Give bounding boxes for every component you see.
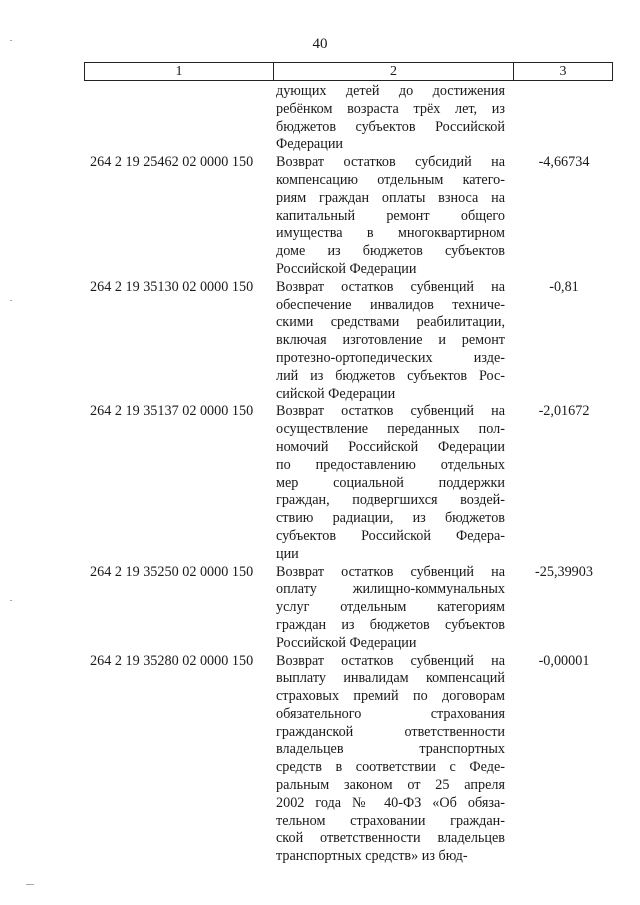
column-header-1: 1 (85, 63, 274, 80)
description-line: 2002 года № 40-ФЗ «Об обяза- (276, 794, 505, 811)
description-line: Российской Федерации (276, 634, 417, 651)
description-line: Возврат остатков субвенций на (276, 403, 505, 420)
description-line: ции (276, 545, 299, 562)
description-line: осуществление переданных пол- (276, 421, 505, 438)
description-line: включая изготовление и ремонт (276, 332, 505, 349)
table-row (84, 564, 613, 653)
row-description (276, 154, 505, 279)
description-line: услуг отдельным категориям (276, 599, 505, 616)
description-line: страховых премий по договорам (276, 688, 505, 705)
budget-code: 264 2 19 35137 02 0000 150 (90, 403, 254, 420)
row-description (276, 83, 505, 154)
description-line: выплату инвалидам компенсаций (276, 670, 505, 687)
description-line: дующих детей до достижения (276, 83, 505, 99)
description-line: бюджетов субъектов Российской (276, 118, 505, 135)
description-line: Возврат остатков субвенций на (276, 563, 505, 580)
description-line: гражданской ответственности (276, 723, 505, 740)
scan-speck (26, 884, 34, 885)
table-header (84, 62, 613, 81)
table-row (84, 403, 613, 563)
description-line: граждан, подвергшихся воздей- (276, 492, 505, 509)
column-header-3: 3 (559, 63, 567, 79)
description-line: протезно-ортопедических изде- (276, 349, 505, 366)
description-line: скими средствами реабилитации, (276, 314, 505, 331)
amount-value: -0,00001 (538, 652, 590, 669)
description-line: обеспечение инвалидов техниче- (276, 296, 505, 313)
table-row (84, 653, 613, 867)
row-description (276, 403, 505, 563)
description-line: владельцев транспортных (276, 741, 505, 758)
amount-value: -2,01672 (538, 403, 590, 420)
description-line: ральным законом от 25 апреля (276, 777, 505, 794)
description-line: Российской Федерации (276, 260, 417, 277)
scan-speck (10, 600, 12, 601)
description-line: ребёнком возраста трёх лет, из (276, 100, 505, 117)
budget-code (84, 83, 272, 154)
description-line: доме из бюджетов субъектов (276, 243, 505, 260)
description-line: субъектов Российской Федера- (276, 527, 505, 544)
description-line: имущества в многоквартирном (276, 225, 505, 242)
description-line: граждан из бюджетов субъектов (276, 616, 505, 633)
table-row (84, 83, 613, 154)
description-line: Возврат остатков субвенций на (276, 652, 505, 669)
description-line: компенсацию отдельным катего- (276, 171, 505, 188)
description-line: оплату жилищно-коммунальных (276, 581, 505, 598)
description-line: ствию радиации, из бюджетов (276, 510, 505, 527)
description-line: средств в соответствии с Феде- (276, 759, 505, 776)
table-body (84, 83, 613, 866)
budget-code: 264 2 19 35130 02 0000 150 (90, 278, 254, 295)
amount-value: -4,66734 (538, 154, 590, 171)
description-line: номочий Российской Федерации (276, 438, 505, 455)
description-line: тельном страховании граждан- (276, 812, 505, 829)
description-line: Возврат остатков субвенций на (276, 278, 505, 295)
description-line: сийской Федерации (276, 385, 396, 402)
column-header-2: 2 (274, 63, 514, 80)
description-line: мер социальной поддержки (276, 474, 505, 491)
table-row (84, 154, 613, 279)
description-line: ской ответственности владельцев (276, 830, 505, 847)
description-line: по предоставлению отдельных (276, 456, 505, 473)
description-line: лий из бюджетов субъектов Рос- (276, 367, 505, 384)
page-number: 40 (312, 36, 328, 52)
scan-speck (10, 40, 12, 41)
budget-code: 264 2 19 35250 02 0000 150 (90, 563, 254, 580)
description-line: Возврат остатков субсидий на (276, 154, 505, 171)
row-description (276, 564, 505, 653)
budget-code: 264 2 19 35280 02 0000 150 (90, 652, 254, 669)
row-description (276, 279, 505, 404)
row-description (276, 653, 505, 867)
description-line: капитальный ремонт общего (276, 207, 505, 224)
table-row (84, 279, 613, 404)
budget-code: 264 2 19 25462 02 0000 150 (90, 154, 254, 171)
description-line: обязательного страхования (276, 705, 505, 722)
amount-value: -0,81 (549, 278, 579, 295)
description-line: транспортных средств» из бюд- (276, 848, 468, 865)
amount-value: -25,39903 (535, 563, 593, 580)
description-line: Федерации (276, 136, 344, 153)
scan-speck (10, 300, 12, 301)
amount-value (505, 83, 613, 154)
description-line: риям граждан оплаты взноса на (276, 189, 505, 206)
